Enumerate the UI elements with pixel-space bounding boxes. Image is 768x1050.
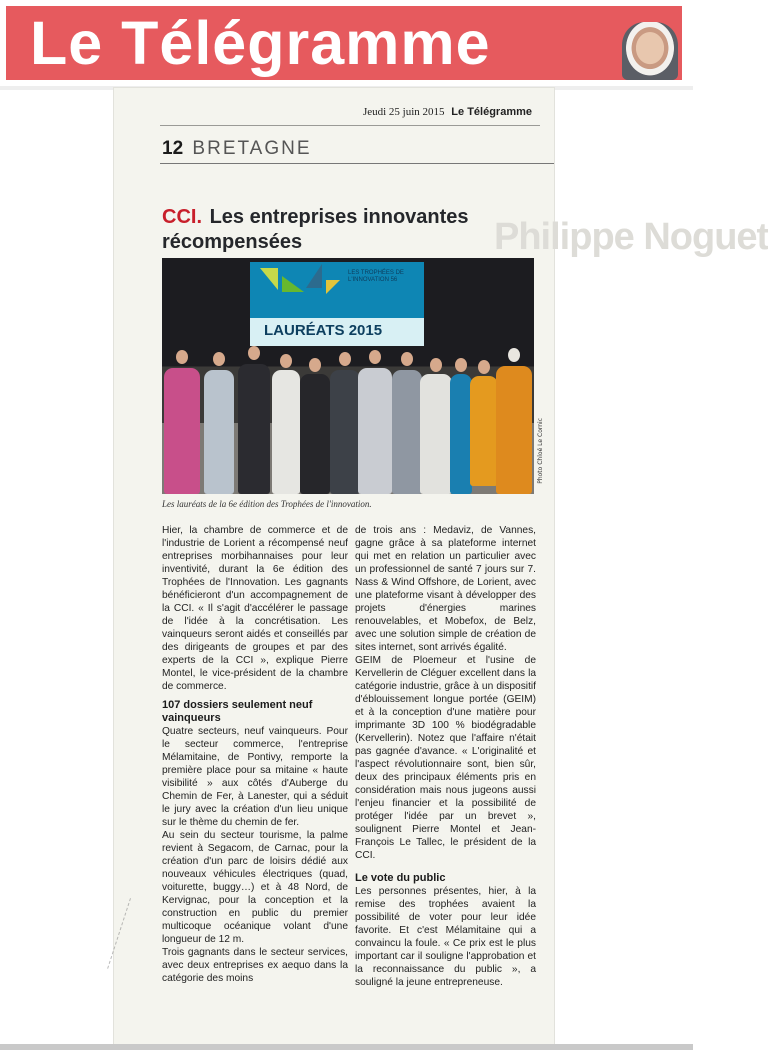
paragraph: Trois gagnants dans le secteur services, avec deux entreprises ex aequo dans la catégorie des moins — [162, 947, 348, 984]
headline-text: Les entreprises innovantes récompensées — [162, 206, 469, 253]
screen-graphic — [326, 280, 340, 294]
headline — [162, 205, 492, 255]
newspaper-clipping — [114, 88, 768, 1044]
photo-person — [392, 370, 422, 494]
show-through-text: Philippe Noguet — [494, 216, 768, 258]
paper-name: Le Télégramme — [451, 106, 532, 118]
photo-person — [330, 370, 360, 494]
screen-logo: LES TROPHÉES DE L'INNOVATION 56 — [348, 270, 404, 283]
photo-person — [164, 368, 200, 494]
screen-title: LAURÉATS 2015 — [264, 322, 383, 339]
masthead-title: Le Télégramme — [30, 9, 491, 77]
photo-person-head — [176, 350, 188, 364]
paragraph: Les personnes présentes, hier, à la remise des trophées avaient la possibilité de voter pour leur idée favorite. Et c'est Mélamitaine qui a convaincu la foule. « Ce prix est le plus important car il souligne l'approbation et la reconnaissance du public », a souligné la jeune entrepreneuse. — [355, 886, 536, 988]
headline-kicker: CCI. — [162, 206, 202, 228]
photo-person-head — [280, 354, 292, 368]
photo-person-head — [478, 360, 490, 374]
screen-graphic — [260, 268, 278, 290]
paragraph: GEIM de Ploemeur et l'usine de Kervellerin de Cléguer excellent dans la catégorie industrie, grâce à un dispositif d'éblouissement longue portée (GEIM) et à la conception d'une matière pour imprimante 3D 100 % biodégradable (Kervellerin). Notez que l'affaire n'était pas gagnée d'avance. « L'originalité et l'aspect révolutionnaire sont, bien sûr, deux des principaux éléments pris en considération mais nous jugeons aussi l'enjeu financier et la possibilité de protéger l'idée par un brevet », soulignent Pierre Montel et Jean-François Le Tallec, le président de la CCI. — [355, 655, 536, 861]
photo-person-head — [369, 350, 381, 364]
page-number: 12 — [162, 138, 184, 159]
photo-person-head — [213, 352, 225, 366]
columnist-portrait — [622, 22, 678, 80]
photo-person-head — [401, 352, 413, 366]
masthead-band — [6, 6, 682, 80]
photo-person — [470, 376, 498, 486]
subheading: 107 dossiers seulement neuf vainqueurs — [162, 699, 313, 724]
photo-person — [300, 374, 330, 494]
photo-person-head — [455, 358, 467, 372]
projection-screen — [250, 262, 424, 346]
article-column-right — [355, 524, 536, 989]
section-name: BRETAGNE — [192, 138, 312, 159]
photo-person-head — [248, 346, 260, 360]
folio — [363, 106, 532, 118]
photo-person — [420, 374, 452, 494]
article-column-left — [162, 524, 348, 985]
photo-person — [496, 366, 532, 494]
photo-person — [238, 364, 270, 494]
photo-person — [450, 374, 472, 494]
screen-graphic — [282, 276, 304, 292]
article-photo — [162, 258, 534, 494]
issue-date: Jeudi 25 juin 2015 — [362, 106, 445, 118]
photo-person-head — [508, 348, 520, 362]
subheading: Le vote du public — [355, 872, 446, 884]
section-header — [162, 138, 312, 160]
paragraph: de trois ans : Medaviz, de Vannes, gagne grâce à sa plateforme internet qui met en relation un particulier avec un professionnel de santé 7 jours sur 7. Nass & Wind Offshore, de Lorient, avec une plateforme visant à développer des projets d'énergies marines renouvelables, et Mobefox, de Belz, avec une solution simple de création de sites internet, sont arrivés égalité. — [355, 525, 536, 653]
photo-person-head — [309, 358, 321, 372]
photo-person-head — [339, 352, 351, 366]
photo-person-head — [430, 358, 442, 372]
photo-caption: Les lauréats de la 6e édition des Trophées de l'innovation. — [162, 499, 372, 509]
photo-person — [204, 370, 234, 494]
paragraph: Au sein du secteur tourisme, la palme revient à Segacom, de Carnac, pour la création d'un parc de loisirs dédié aux nouveaux véhicules électriques (quad, voiturette, buggy…) et à 48 Nord, de Kervignac, pour la conception et la construction en public du premier multicoque océanique volant d'une longueur de 12 m. — [162, 830, 348, 945]
section-rule — [160, 163, 554, 164]
scan-edge — [0, 1044, 693, 1050]
folio-rule — [160, 125, 540, 126]
paragraph: Quatre secteurs, neuf vainqueurs. Pour le secteur commerce, l'entreprise Mélamitaine, de Pontivy, remporte la première place pour sa mitaine « haute visibilité » aux côtés d'Auberge du Chemin de Fer, à Lanester, qui a séduit le jury avec la création d'un lieu unique sur le thème du chemin de fer. — [162, 726, 348, 828]
photo-person — [272, 370, 300, 494]
masthead — [0, 0, 693, 86]
screen-graphic — [306, 264, 322, 288]
photo-credit: Photo Chloé Le Cornic — [537, 418, 544, 484]
paragraph: Hier, la chambre de commerce et de l'industrie de Lorient a récompensé neuf entreprises morbihannaises pour leur inventivité, durant la 6e édition des Trophées de l'Innovation. Les gagnants bénéficieront d'un accompagnement de la CCI. « Il s'agit d'accélérer le passage de l'idée à la concrétisation. Les vainqueurs seront aidés et conseillés par des dirigeants de groupes et par des experts de la CCI », explique Pierre Montel, le vice-président de la chambre de commerce. — [162, 525, 348, 692]
photo-person — [358, 368, 392, 494]
